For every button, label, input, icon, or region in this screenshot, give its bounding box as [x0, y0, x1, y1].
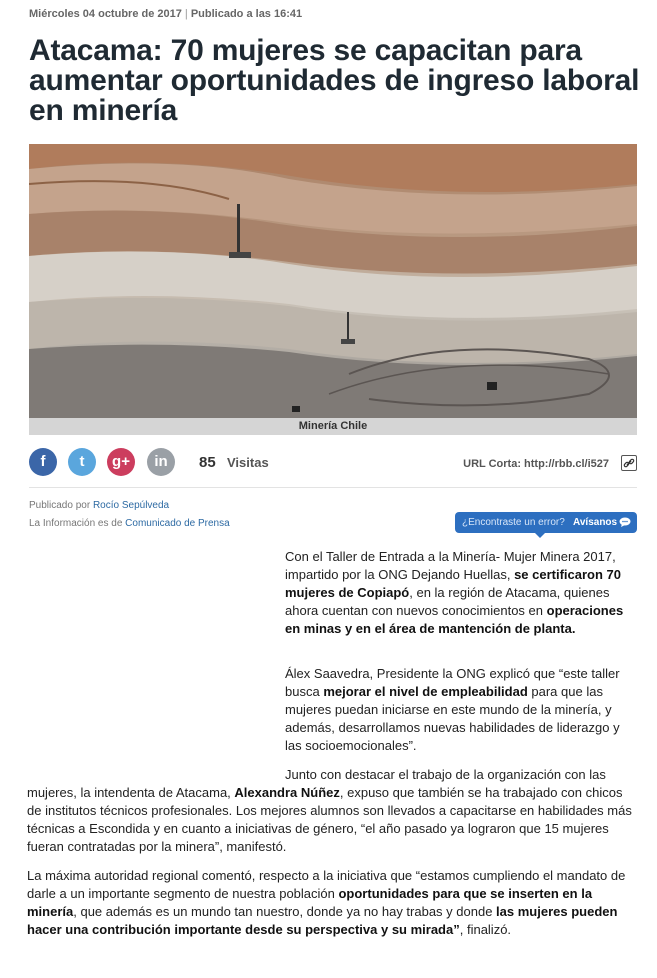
- paragraph-4-bold-1: oportunidades para que se inserten en la minería: [27, 886, 593, 919]
- report-error-pointer: [535, 533, 545, 538]
- source-label: La Información es de: [29, 518, 123, 529]
- source-line: [29, 518, 230, 529]
- paragraph-4-text-2: , que además es un mundo tan nuestro, donde ya no hay trabas y donde: [73, 904, 497, 919]
- twitter-share-icon[interactable]: t: [68, 448, 96, 476]
- report-error-question: ¿Encontraste un error?: [462, 517, 565, 528]
- source-link[interactable]: Comunicado de Prensa: [125, 518, 230, 529]
- dateline-separator: |: [184, 8, 188, 20]
- publish-date: Miércoles 04 octubre de 2017: [29, 8, 182, 20]
- article-dateline: [29, 8, 302, 20]
- publish-time: Publicado a las 16:41: [190, 8, 303, 20]
- visits-count: 85: [199, 454, 216, 471]
- paragraph-2-text-2: para que las mujeres puedan iniciarse en este mundo de la minería, y además, desarrollamos nuevas habilidades de liderazgo y las socioemocionales”.: [285, 684, 620, 753]
- paragraph-2: [285, 665, 637, 755]
- visits-label: Visitas: [227, 455, 269, 470]
- article-photo: [29, 144, 637, 418]
- paragraph-3-text-2: , expuso que también se ha trabajado con chicos de institutos técnicos profesionales. Los mejores alumnos son llevados a capacitarse en habilidades más técnicas a Escondida y en cuanto a iniciativas de género, “el año pasado ya lograron que 15 mujeres fueran contratadas por la minera”, manifestó.: [27, 785, 632, 854]
- report-error-action: Avísanos: [573, 517, 618, 528]
- share-bar: [29, 447, 637, 479]
- paragraph-1: [285, 548, 637, 638]
- article-title: Atacama: 70 mujeres se capacitan para aumentar oportunidades de ingreso laboral en minería: [29, 34, 640, 127]
- linkedin-share-icon[interactable]: in: [147, 448, 175, 476]
- paragraph-1-bold-1: se certificaron 70 mujeres de Copiapó: [285, 567, 622, 600]
- published-by-label: Publicado por: [29, 500, 91, 511]
- divider: [29, 487, 637, 488]
- report-error-button[interactable]: [455, 512, 637, 533]
- chat-bubble-icon: [619, 517, 631, 527]
- paragraph-3: [27, 766, 637, 856]
- author-line: [29, 500, 169, 511]
- paragraph-3-text: Junto con destacar el trabajo de la organización con las mujeres, la intendenta de Atacama,: [27, 767, 606, 800]
- paragraph-4-text-3: , finalizó.: [459, 922, 512, 937]
- paragraph-1-text-2: , en la región de Atacama, quienes ahora cuentan con nuevos conocimientos en: [285, 585, 610, 618]
- mine-landscape-image: [29, 144, 637, 418]
- paragraph-2-text: Álex Saavedra, Presidente la ONG explicó que “este taller busca: [285, 666, 620, 699]
- paragraph-4: [27, 867, 637, 939]
- short-url[interactable]: URL Corta: http://rbb.cl/i527: [463, 458, 609, 470]
- copy-link-button[interactable]: [621, 455, 637, 471]
- googleplus-share-icon[interactable]: g+: [107, 448, 135, 476]
- image-caption: Minería Chile: [29, 418, 637, 435]
- paragraph-4-text: La máxima autoridad regional comentó, respecto a la iniciativa que “estamos cumpliendo el mandato de darle a un importante segmento de nuestra población: [27, 868, 626, 901]
- link-icon: [622, 456, 636, 470]
- paragraph-4-bold-2: las mujeres pueden hacer una contribución importante desde su perspectiva y su mirada”: [27, 904, 618, 937]
- paragraph-2-bold: mejorar el nivel de empleabilidad: [323, 684, 528, 699]
- paragraph-1-bold-2: operaciones en minas y en el área de mantención de planta.: [285, 603, 624, 636]
- facebook-share-icon[interactable]: f: [29, 448, 57, 476]
- author-link[interactable]: Rocío Sepúlveda: [92, 500, 170, 511]
- paragraph-1-text: Con el Taller de Entrada a la Minería- Mujer Minera 2017, impartido por la ONG Dejando Huellas,: [285, 549, 616, 582]
- paragraph-3-bold: Alexandra Núñez: [234, 785, 340, 800]
